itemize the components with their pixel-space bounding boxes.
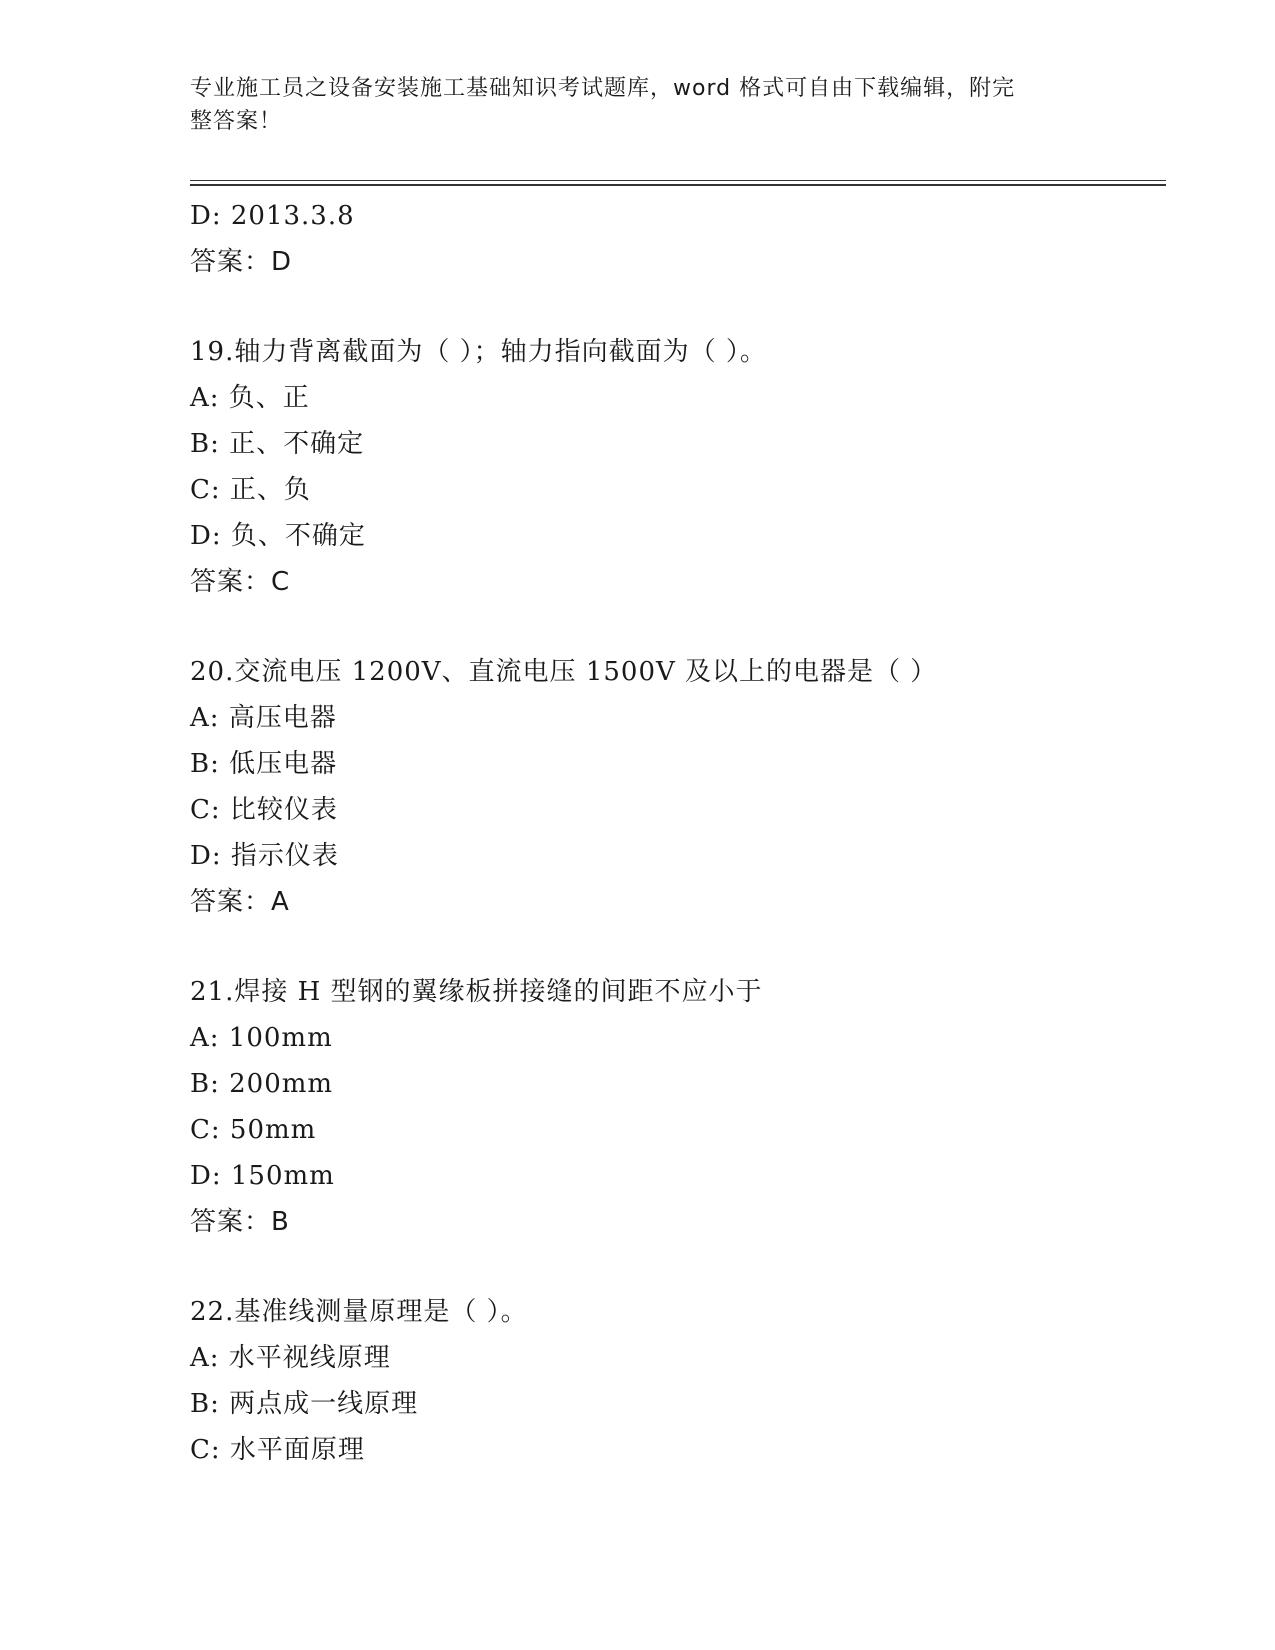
option-b: B: 正、不确定 [190,429,365,459]
option-d: D: 指示仪表 [190,841,339,871]
option-b: B: 两点成一线原理 [190,1389,419,1419]
question-stem: 19.轴力背离截面为（ ）；轴力指向截面为（ ）。 [190,337,767,367]
answer-line: 答案：B [190,1207,290,1237]
document-header [190,72,1080,138]
spacer [190,1245,1166,1289]
option-b: B: 200mm [190,1069,334,1099]
spacer [190,285,1166,329]
option-c: C: 水平面原理 [190,1435,365,1465]
answer-line: 答案：D [190,247,293,277]
question-stem: 22.基准线测量原理是（ ）。 [190,1297,528,1327]
header-title-line-2: 整答案！ [190,109,283,134]
question-list [190,193,1166,1473]
option-d: D: 150mm [190,1161,335,1191]
question-stem: 20.交流电压 1200V、直流电压 1500V 及以上的电器是（ ） [190,657,938,687]
spacer [190,605,1166,649]
header-divider-thin [190,180,1166,181]
header-title-line-1: 专业施工员之设备安装施工基础知识考试题库，word 格式可自由下载编辑，附完 [190,76,1016,101]
option-a: A: 高压电器 [190,703,337,733]
header-divider-thick [190,184,1166,186]
answer-line: 答案：A [190,887,290,917]
question-block-19 [190,329,1166,605]
question-block-18-tail [190,193,1166,285]
option-a: A: 100mm [190,1023,333,1053]
question-stem: 21.焊接 H 型钢的翼缘板拼接缝的间距不应小于 [190,977,763,1007]
option-d: D: 负、不确定 [190,521,366,551]
option-a: A: 水平视线原理 [190,1343,391,1373]
option-d: D: 2013.3.8 [190,201,355,231]
option-c: C: 正、负 [190,475,311,505]
option-a: A: 负、正 [190,383,310,413]
option-c: C: 50mm [190,1115,317,1145]
question-block-22 [190,1289,1166,1473]
question-block-20 [190,649,1166,925]
option-b: B: 低压电器 [190,749,338,779]
question-block-21 [190,969,1166,1245]
option-c: C: 比较仪表 [190,795,338,825]
answer-line: 答案：C [190,567,291,597]
spacer [190,925,1166,969]
